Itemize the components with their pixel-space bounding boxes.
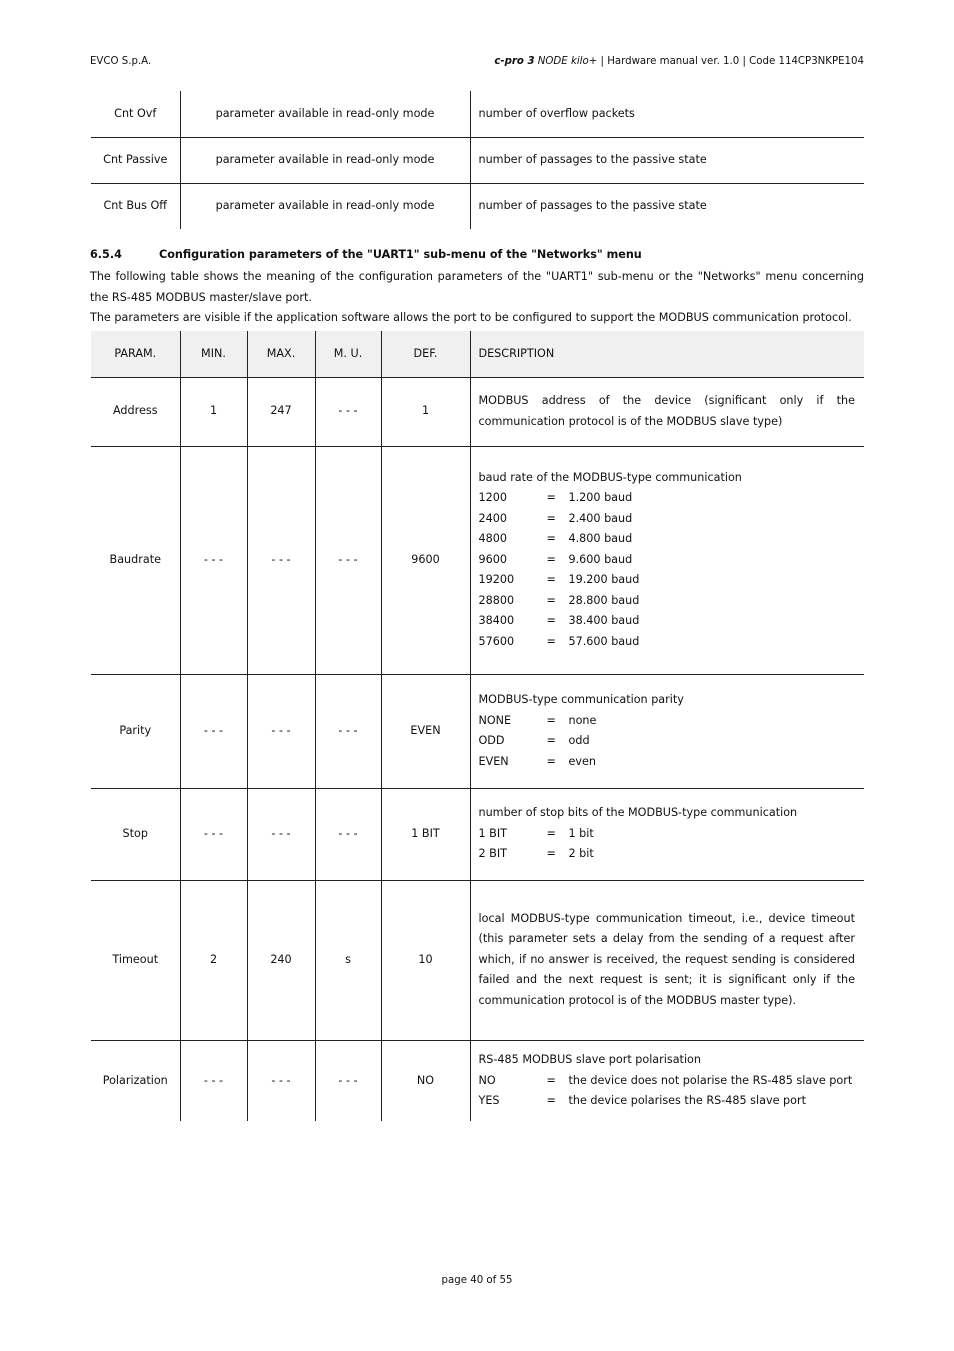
option-line <box>479 632 856 653</box>
description-text: baud rate of the MODBUS-type communication <box>478 470 742 484</box>
table-row <box>91 137 864 183</box>
option-value: 28.800 baud <box>568 593 640 607</box>
header-product-italic: NODE kilo+ <box>537 56 598 67</box>
intro-paragraph: The following table shows the meaning of the configuration parameters of the "UART1" sub-menu or the "Networks" menu concerning the RS-485 MODBUS master/slave port. <box>90 270 864 304</box>
uart1-parameters-table <box>91 331 864 1121</box>
description-text: local MODBUS-type communication timeout, i.e., device timeout (this parameter sets a delay from the sending of a request after which, if no answer is received, the request sending is considered failed and the next request is sent; it is significant only if the communication protocol is of the MODBUS master type). <box>478 911 855 1007</box>
option-key: 1 BIT <box>478 826 507 840</box>
option-line <box>479 1091 856 1112</box>
option-equals: = <box>546 1094 556 1107</box>
option-key: 57600 <box>478 634 515 648</box>
header-product-bold: c-pro 3 <box>494 56 535 67</box>
option-key: 28800 <box>478 593 515 607</box>
param-cell: Stop <box>91 788 180 880</box>
option-key: 2 BIT <box>478 847 507 861</box>
param-cell: Parity <box>91 674 180 788</box>
min-cell: - - - <box>180 674 247 788</box>
table-row <box>91 91 864 137</box>
option-line <box>479 488 856 509</box>
header-company: EVCO S.p.A. <box>90 56 152 67</box>
mu-cell: s <box>315 880 381 1040</box>
option-equals: = <box>546 552 556 566</box>
option-key: YES <box>478 1094 500 1107</box>
option-equals: = <box>546 532 556 546</box>
description-cell <box>470 377 864 446</box>
option-key: 9600 <box>478 552 507 566</box>
mode-cell: parameter available in read-only mode <box>180 91 470 137</box>
option-key: 2400 <box>478 511 507 525</box>
option-key: 38400 <box>478 614 515 628</box>
option-value: 19.200 baud <box>568 573 640 587</box>
description-text: RS-485 MODBUS slave port polarisation <box>478 1053 701 1066</box>
table-row <box>91 183 864 229</box>
option-equals: = <box>546 1073 556 1087</box>
option-value: 1 bit <box>568 826 594 840</box>
table-row-parity <box>91 674 864 788</box>
min-cell: - - - <box>180 788 247 880</box>
page-number: page 40 of 55 <box>441 1275 513 1286</box>
option-value: 4.800 baud <box>568 532 633 546</box>
option-value: 2.400 baud <box>568 511 633 525</box>
option-line <box>479 1071 856 1092</box>
def-cell: 9600 <box>381 446 470 674</box>
max-cell: 240 <box>247 880 315 1040</box>
option-key: 19200 <box>478 573 515 587</box>
option-line <box>479 529 856 550</box>
mode-cell: parameter available in read-only mode <box>180 183 470 229</box>
description-cell <box>470 446 864 674</box>
min-cell: - - - <box>180 446 247 674</box>
def-cell: EVEN <box>381 674 470 788</box>
option-value: 57.600 baud <box>568 634 640 648</box>
option-value: none <box>568 713 597 727</box>
description-cell: number of passages to the passive state <box>470 137 864 183</box>
option-line <box>479 509 856 530</box>
max-cell: - - - <box>247 446 315 674</box>
mu-cell: - - - <box>315 788 381 880</box>
option-equals: = <box>546 634 556 648</box>
option-equals: = <box>546 593 556 607</box>
counters-table <box>91 91 864 229</box>
option-key: NO <box>478 1073 496 1087</box>
option-line <box>479 731 856 752</box>
description-cell <box>470 1040 864 1121</box>
option-equals: = <box>546 734 556 747</box>
mode-cell: parameter available in read-only mode <box>180 137 470 183</box>
section-heading <box>90 248 642 261</box>
max-cell: - - - <box>247 788 315 880</box>
min-cell: 2 <box>180 880 247 1040</box>
option-line <box>479 591 856 612</box>
option-line <box>479 844 856 865</box>
header-def: DEF. <box>381 331 470 377</box>
table-row-timeout <box>91 880 864 1040</box>
def-cell: 1 <box>381 377 470 446</box>
option-equals: = <box>546 847 556 861</box>
param-cell: Cnt Bus Off <box>91 183 180 229</box>
option-equals: = <box>546 826 556 840</box>
mu-cell: - - - <box>315 377 381 446</box>
description-cell <box>470 674 864 788</box>
max-cell: 247 <box>247 377 315 446</box>
option-line <box>479 752 856 773</box>
description-cell: number of passages to the passive state <box>478 199 707 212</box>
section-number: 6.5.4 <box>90 248 122 261</box>
option-value: 1.200 baud <box>568 491 633 505</box>
option-line <box>479 824 856 845</box>
header-max: MAX. <box>247 331 315 377</box>
option-equals: = <box>546 573 556 587</box>
max-cell: - - - <box>247 674 315 788</box>
option-equals: = <box>546 754 556 768</box>
description-cell: number of overflow packets <box>470 91 864 137</box>
header-min: MIN. <box>180 331 247 377</box>
section-title: Configuration parameters of the "UART1" sub-menu of the "Networks" menu <box>159 248 642 261</box>
param-cell: Timeout <box>91 880 180 1040</box>
option-value: 9.600 baud <box>568 552 633 566</box>
option-key: ODD <box>478 734 505 747</box>
option-value: 38.400 baud <box>568 614 640 628</box>
header-document-info <box>494 56 864 67</box>
option-key: 4800 <box>478 532 507 546</box>
description-cell <box>470 880 864 1040</box>
def-cell: 1 BIT <box>381 788 470 880</box>
min-cell: 1 <box>180 377 247 446</box>
param-cell: Baudrate <box>91 446 180 674</box>
header-param: PARAM. <box>91 331 180 377</box>
header-mu: M. U. <box>315 331 381 377</box>
description-text: MODBUS address of the device (significant only if the communication protocol is of the MODBUS slave type) <box>478 394 855 428</box>
mu-cell: - - - <box>315 674 381 788</box>
def-cell: NO <box>381 1040 470 1121</box>
option-equals: = <box>546 614 556 628</box>
min-cell: - - - <box>180 1040 247 1121</box>
def-cell: 10 <box>381 880 470 1040</box>
mu-cell: - - - <box>315 1040 381 1121</box>
table-row-baudrate <box>91 446 864 674</box>
table-row-stop <box>91 788 864 880</box>
table-row-polarization <box>91 1040 864 1121</box>
param-cell: Cnt Ovf <box>91 91 180 137</box>
visibility-paragraph: The parameters are visible if the application software allows the port to be configured to support the MODBUS communication protocol. <box>90 311 852 324</box>
max-cell: - - - <box>247 1040 315 1121</box>
option-value: 2 bit <box>568 847 594 861</box>
table-header-row <box>91 331 864 377</box>
option-key: NONE <box>478 713 512 727</box>
option-key: 1200 <box>478 491 507 505</box>
header-manual-info: | Hardware manual ver. 1.0 | Code 114CP3NKPE104 <box>600 56 864 67</box>
option-equals: = <box>546 511 556 525</box>
option-line <box>479 711 856 732</box>
option-line <box>479 550 856 571</box>
description-cell <box>470 788 864 880</box>
table-row-address <box>91 377 864 446</box>
param-cell: Polarization <box>91 1040 180 1121</box>
option-line <box>479 570 856 591</box>
option-key: EVEN <box>478 754 509 768</box>
description-text: MODBUS-type communication parity <box>478 693 684 706</box>
option-equals: = <box>546 713 556 727</box>
option-value: the device does not polarise the RS-485 slave port <box>568 1073 853 1087</box>
option-line <box>479 611 856 632</box>
description-text: number of stop bits of the MODBUS-type communication <box>478 806 798 820</box>
param-cell: Cnt Passive <box>91 137 180 183</box>
param-cell: Address <box>91 377 180 446</box>
option-value: even <box>568 754 596 768</box>
option-value: the device polarises the RS-485 slave port <box>568 1094 806 1107</box>
header-description: DESCRIPTION <box>470 331 864 377</box>
option-equals: = <box>546 491 556 505</box>
option-value: odd <box>568 734 590 747</box>
mu-cell: - - - <box>315 446 381 674</box>
